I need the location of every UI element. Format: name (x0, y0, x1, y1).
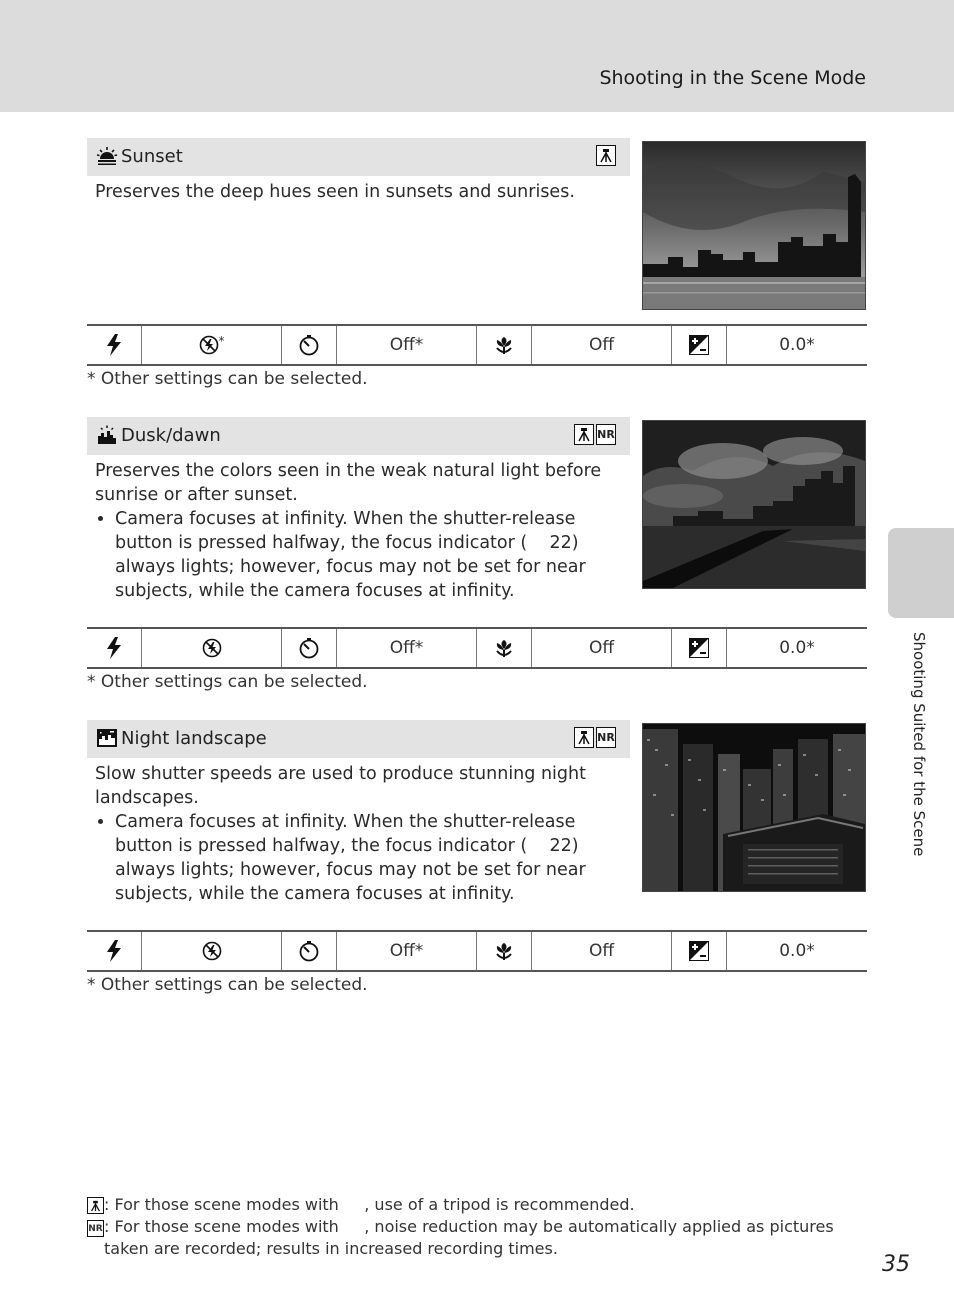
scene-description (95, 180, 623, 204)
description-text: Preserves the deep hues seen in sunsets and sunrises. (95, 182, 575, 202)
description-text: Slow shutter speeds are used to produce stunning night landscapes. (95, 764, 586, 808)
scene-title: Sunset (121, 146, 183, 167)
flash-asterisk: * (218, 334, 225, 348)
header-band (0, 0, 954, 112)
tripod-note-text: : For those scene modes with , use of a tripod is recommended. (104, 1195, 635, 1214)
settings-table (87, 930, 867, 972)
scene-heading (87, 417, 630, 455)
dusk-dawn-photo (642, 420, 866, 589)
flash-off-icon (202, 638, 222, 658)
dusk-dawn-icon (96, 425, 118, 445)
exposure-compensation-icon (672, 932, 727, 970)
macro-icon (477, 629, 532, 667)
flash-value (142, 932, 282, 970)
self-timer-value: Off* (337, 932, 477, 970)
scene-heading (87, 138, 630, 176)
description-bullet: • Camera focuses at infinity. When the shutter-release button is pressed halfway, the focus indicator ( 22) always lights; however, focus may not be set for near subjects, while the camera focuses at infinity. (115, 810, 623, 906)
tripod-icon (574, 727, 594, 748)
scene-heading (87, 720, 630, 758)
self-timer-value: Off* (337, 326, 477, 364)
footer-notes (87, 1195, 867, 1260)
noise-reduction-footnote (87, 1218, 867, 1260)
scene-description (95, 459, 623, 603)
footnote: * Other settings can be selected. (87, 975, 368, 995)
page-header-title: Shooting in the Scene Mode (599, 67, 866, 89)
exposure-value: 0.0* (779, 941, 815, 961)
page-number: 35 (882, 1252, 910, 1277)
scene-title: Night landscape (121, 728, 267, 749)
side-tab-label: Shooting Suited for the Scene (910, 632, 928, 857)
flash-value (142, 629, 282, 667)
flash-off-icon (202, 941, 222, 961)
description-bullet: • Camera focuses at infinity. When the shutter-release button is pressed halfway, the focus indicator ( 22) always lights; however, focus may not be set for near subjects, while the camera focuses at infinity. (115, 507, 623, 603)
settings-table (87, 324, 867, 366)
flash-off-icon (199, 335, 219, 355)
tripod-icon (87, 1197, 104, 1214)
macro-value: Off (532, 932, 672, 970)
tripod-icon (596, 145, 616, 166)
self-timer-icon (282, 629, 337, 667)
exposure-compensation-icon (672, 629, 727, 667)
nr-note-text: : For those scene modes with , noise reduction may be automatically applied as pictures taken are recorded; results in increased recording times. (104, 1217, 834, 1258)
footnote: * Other settings can be selected. (87, 672, 368, 692)
flash-icon (87, 629, 142, 667)
description-text: Preserves the colors seen in the weak natural light before sunrise or after sunset. (95, 461, 602, 505)
self-timer-value: Off* (337, 629, 477, 667)
scene-description (95, 762, 623, 906)
macro-icon (477, 932, 532, 970)
self-timer-icon (282, 932, 337, 970)
settings-table (87, 627, 867, 669)
scene-title: Dusk/dawn (121, 425, 221, 446)
flash-icon (87, 932, 142, 970)
macro-icon (477, 326, 532, 364)
flash-value (142, 326, 282, 364)
tripod-footnote (87, 1195, 867, 1214)
noise-reduction-icon: NR (87, 1220, 104, 1237)
flash-icon (87, 326, 142, 364)
exposure-value: 0.0* (779, 335, 815, 355)
noise-reduction-icon: NR (596, 727, 616, 748)
macro-value: Off (532, 629, 672, 667)
self-timer-icon (282, 326, 337, 364)
tripod-icon (574, 424, 594, 445)
sunset-photo (642, 141, 866, 310)
macro-value: Off (532, 326, 672, 364)
exposure-value: 0.0* (779, 638, 815, 658)
side-tab (888, 528, 954, 618)
sunset-icon (96, 146, 118, 166)
noise-reduction-icon: NR (596, 424, 616, 445)
night-landscape-icon (96, 728, 118, 748)
exposure-compensation-icon (672, 326, 727, 364)
night-landscape-photo (642, 723, 866, 892)
footnote: * Other settings can be selected. (87, 369, 368, 389)
